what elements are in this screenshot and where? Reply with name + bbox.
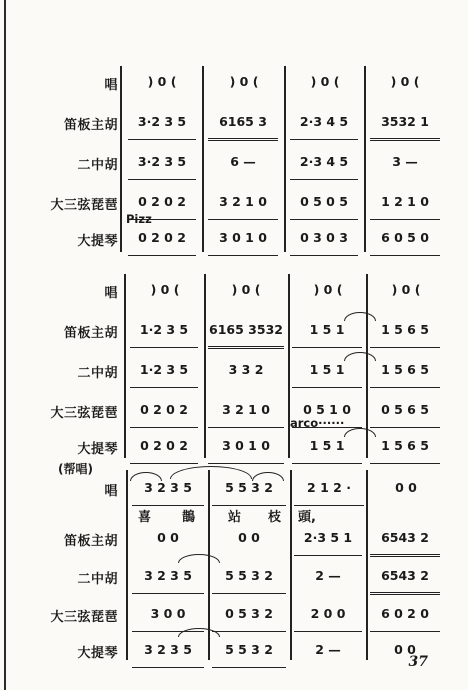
instrument-label: 大提琴 (77, 646, 118, 661)
measure: 3 2 3 5 (132, 632, 204, 668)
instrument-label: 大提琴 (77, 442, 118, 457)
measure: 1 2 1 0 (370, 184, 440, 220)
measure: 3·2 3 5 (128, 144, 196, 180)
measure: 2 — (315, 641, 341, 657)
measure: 0 0 (394, 641, 416, 657)
instrument-label: 唱 (104, 484, 118, 499)
measure: 5 5 3 2 (212, 558, 286, 594)
measure: 2·3 4 5 (290, 144, 358, 180)
measure: ) 0 ( (147, 73, 177, 89)
measure: 6165 3 (208, 104, 278, 141)
system-1 (0, 58, 468, 258)
instrument-label: 二中胡 (77, 158, 118, 173)
measure: 6165 3532 (208, 312, 284, 349)
instrument-label: 笛板主胡 (63, 326, 118, 341)
pizz-annotation: Pizz (126, 212, 152, 226)
measure: 0 2 0 2 (130, 392, 198, 428)
measure: ) 0 ( (229, 73, 259, 89)
lyric-syllable: 頭, (298, 510, 316, 525)
measure: 0 5 0 5 (290, 184, 358, 220)
measure: 6 0 2 0 (370, 596, 440, 632)
measure: 1 5 1 (292, 352, 362, 388)
measure: 0 5 6 5 (370, 392, 440, 428)
measure: 2 0 0 (294, 596, 362, 632)
measure: 2·3 4 5 (290, 104, 358, 140)
measure: 2 — (315, 567, 341, 583)
measure: 1·2 3 5 (130, 312, 198, 348)
measure: 6 — (230, 153, 256, 169)
measure: 3532 1 (370, 104, 440, 141)
system-3 (0, 462, 468, 672)
staff-row-dizi-banhu (0, 310, 468, 350)
arco-annotation: arco······ (290, 416, 345, 430)
staff-row-sanxian-pipa (0, 390, 468, 430)
measure: 0 2 0 2 (130, 428, 198, 464)
measure: 5 5 3 2 (212, 470, 286, 506)
measure: 0 0 (238, 529, 260, 545)
staff-row-voice (0, 270, 468, 310)
measure: 1 5 6 5 (370, 428, 440, 464)
measure: 0 5 3 2 (212, 596, 286, 632)
instrument-label: 唱 (104, 286, 118, 301)
measure: 1 5 1 (292, 428, 362, 464)
page-number: 37 (408, 654, 428, 670)
measure: 1 5 1 (292, 312, 362, 348)
staff-row-voice (0, 62, 468, 102)
lyric-syllable: 鵲 (182, 510, 196, 525)
staff-row-dizi-banhu (0, 518, 468, 558)
measure: 0 0 (157, 529, 179, 545)
instrument-label: 大三弦琵琶 (50, 610, 118, 625)
staff-row-erzhonghu (0, 556, 468, 596)
measure: ) 0 ( (310, 73, 340, 89)
staff-row-erzhonghu (0, 142, 468, 182)
measure: 0 2 0 2 (128, 184, 196, 220)
instrument-label: 笛板主胡 (63, 118, 118, 133)
section-heading: (帮唱) (58, 462, 93, 476)
measure: 6 0 5 0 (370, 220, 440, 256)
measure: 3 0 1 0 (208, 428, 284, 464)
measure: 3·2 3 5 (128, 104, 196, 140)
staff-row-sanxian-pipa (0, 594, 468, 634)
measure: ) 0 ( (390, 73, 420, 89)
measure: 2·3 5 1 (294, 520, 362, 556)
measure: 6543 2 (370, 520, 440, 557)
measure: ) 0 ( (231, 281, 261, 297)
measure: 0 3 0 3 (290, 220, 358, 256)
instrument-label: 二中胡 (77, 572, 118, 587)
measure: 1 5 6 5 (370, 312, 440, 348)
measure: 3 0 0 (132, 596, 204, 632)
lyric-syllable: 喜 (138, 510, 152, 525)
measure: 6543 2 (370, 558, 440, 595)
staff-row-cello (0, 218, 468, 258)
measure: 3 0 1 0 (208, 220, 278, 256)
measure: 1 5 6 5 (370, 352, 440, 388)
measure: ) 0 ( (313, 281, 343, 297)
staff-row-dizi-banhu (0, 102, 468, 142)
lyric-syllable: 枝 (268, 510, 282, 525)
measure: 0 0 (395, 479, 417, 495)
measure: 0 2 0 2 (128, 220, 196, 256)
measure: 3 3 2 (228, 361, 264, 377)
system-2 (0, 266, 468, 466)
instrument-label: 大提琴 (77, 234, 118, 249)
measure: 3 2 1 0 (208, 392, 284, 428)
instrument-label: 二中胡 (77, 366, 118, 381)
measure: 3 2 1 0 (208, 184, 278, 220)
staff-row-erzhonghu (0, 350, 468, 390)
instrument-label: 大三弦琵琶 (50, 198, 118, 213)
instrument-label: 笛板主胡 (63, 534, 118, 549)
measure: 3 — (392, 153, 418, 169)
measure: 3 2 3 5 (132, 470, 204, 506)
lyric-syllable: 站 (228, 510, 242, 525)
measure: 0 5 1 0 (292, 392, 362, 428)
staff-row-sanxian-pipa (0, 182, 468, 222)
instrument-label: 唱 (104, 78, 118, 93)
measure: 3 2 3 5 (132, 558, 204, 594)
measure: ) 0 ( (391, 281, 421, 297)
measure: 2 1 2 · (294, 470, 364, 506)
measure: 1·2 3 5 (130, 352, 198, 388)
measure: 5 5 3 2 (212, 632, 286, 668)
measure: ) 0 ( (150, 281, 180, 297)
staff-row-cello (0, 630, 468, 670)
instrument-label: 大三弦琵琶 (50, 406, 118, 421)
